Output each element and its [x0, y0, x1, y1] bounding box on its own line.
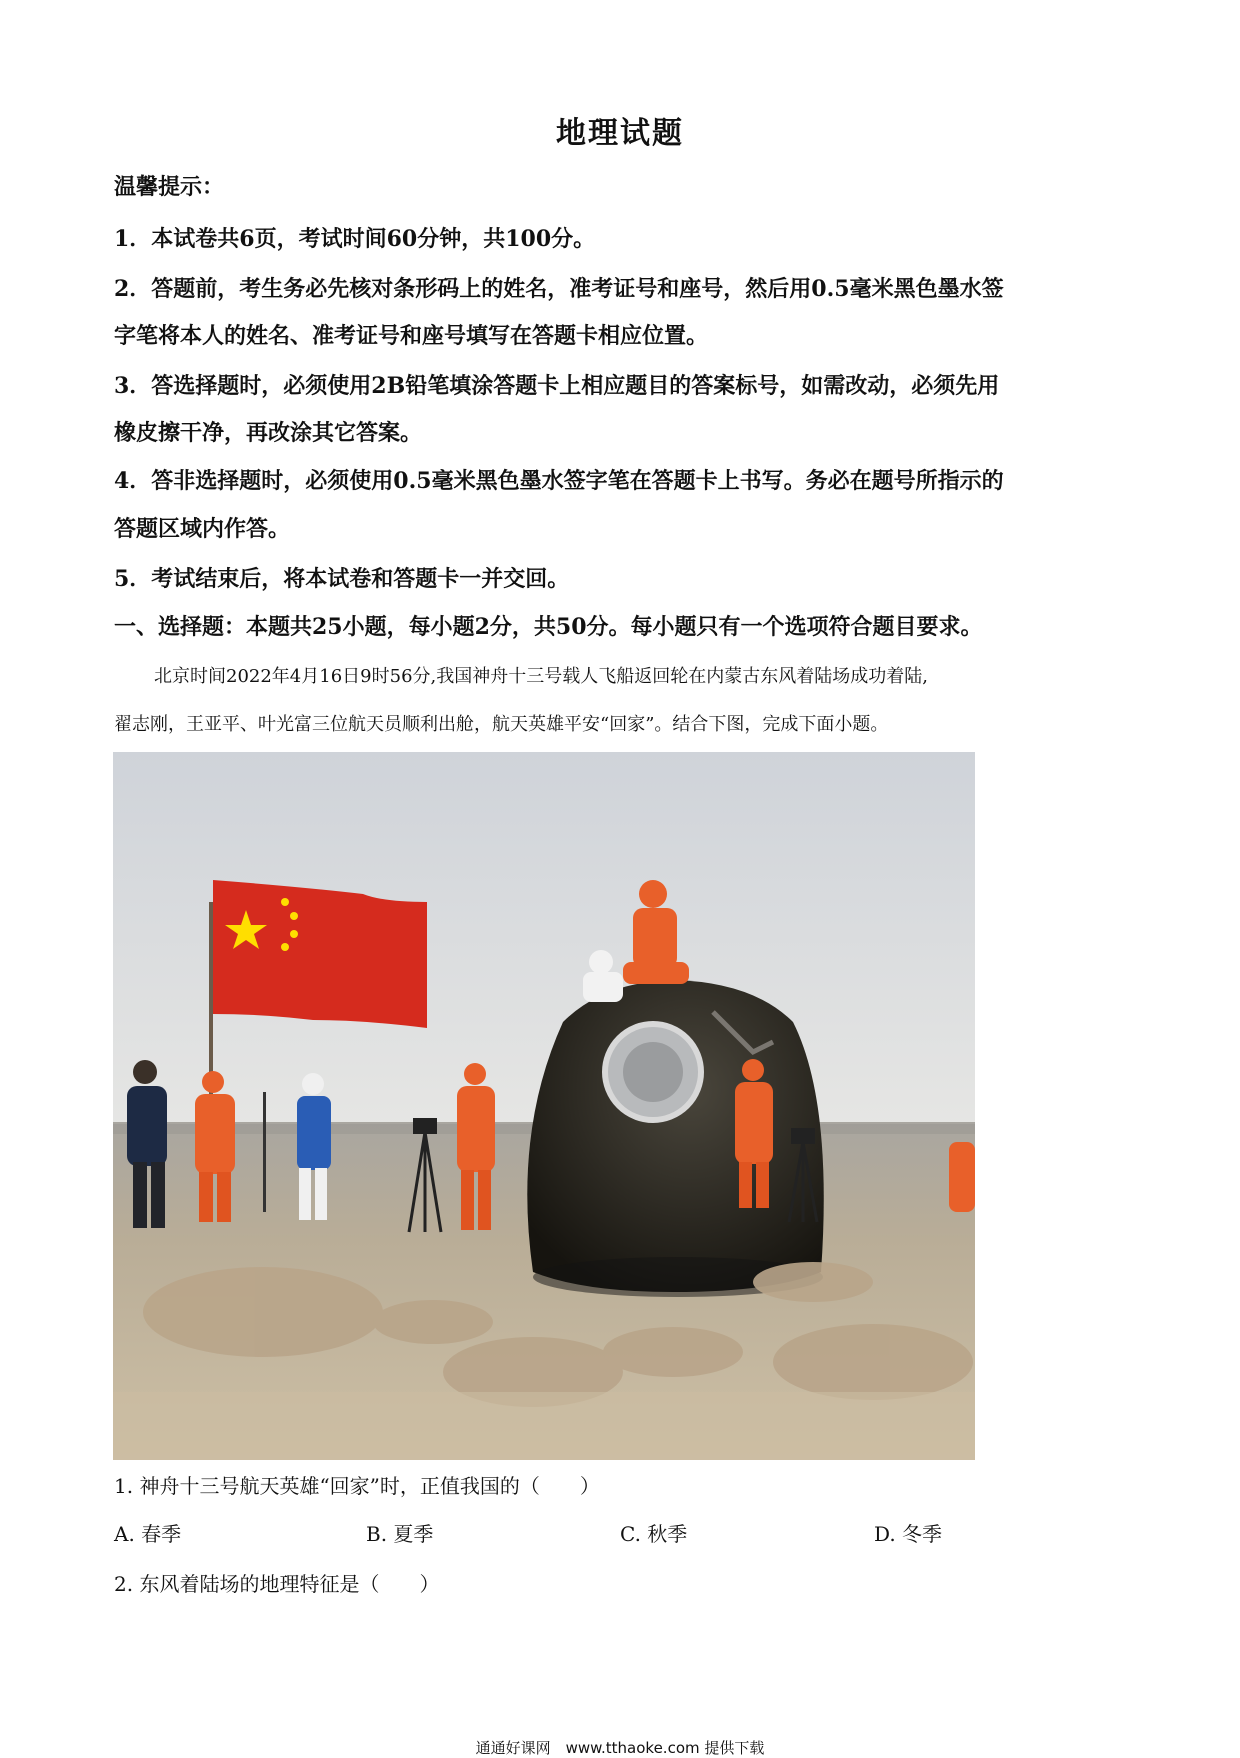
document-title: 地理试题 — [556, 116, 684, 151]
notice-item-2: 2．答题前，考生务必先核对条形码上的姓名，准考证号和座号，然后用0.5毫米黑色墨水签 — [114, 276, 1004, 302]
notice-item-3-cont: 橡皮擦干净，再改涂其它答案。 — [114, 420, 423, 446]
intro-line-1: 北京时间2022年4月16日9时56分,我国神舟十三号载人飞船返回轮在内蒙古东风着陆场成功着陆, — [154, 666, 928, 687]
notice-header: 温馨提示： — [114, 174, 225, 200]
landing-photo — [113, 752, 975, 1460]
notice-item-4-cont: 答题区域内作答。 — [114, 516, 291, 542]
intro-line-2: 翟志刚，王亚平、叶光富三位航天员顺利出舱，航天英雄平安“回家”。结合下图，完成下面小题。 — [114, 714, 889, 735]
notice-item-3: 3．答选择题时，必须使用2B铅笔填涂答题卡上相应题目的答案标号，如需改动，必须先用 — [114, 373, 1000, 399]
question-2-stem: 2. 东风着陆场的地理特征是（ ） — [114, 1572, 440, 1596]
question-1-stem: 1. 神舟十三号航天英雄“回家”时，正值我国的（ ） — [114, 1474, 600, 1498]
notice-item-1: 1．本试卷共6页，考试时间60分钟，共100分。 — [114, 226, 596, 252]
notice-item-5: 5．考试结束后，将本试卷和答题卡一并交回。 — [114, 566, 570, 592]
q1-option-d: D. 冬季 — [874, 1522, 943, 1546]
return-capsule — [527, 980, 823, 1297]
q1-option-b: B. 夏季 — [366, 1522, 434, 1546]
q1-option-a: A. 春季 — [114, 1522, 182, 1546]
page-footer: 通通好课网 www.tthaoke.com 提供下载 — [475, 1739, 765, 1757]
notice-item-2-cont: 字笔将本人的姓名、准考证号和座号填写在答题卡相应位置。 — [114, 323, 709, 349]
section-heading: 一、选择题：本题共25小题，每小题2分，共50分。每小题只有一个选项符合题目要求。 — [114, 614, 983, 640]
q1-option-c: C. 秋季 — [620, 1522, 688, 1546]
notice-item-4: 4．答非选择题时，必须使用0.5毫米黑色墨水签字笔在答题卡上书写。务必在题号所指示的 — [114, 468, 1004, 494]
